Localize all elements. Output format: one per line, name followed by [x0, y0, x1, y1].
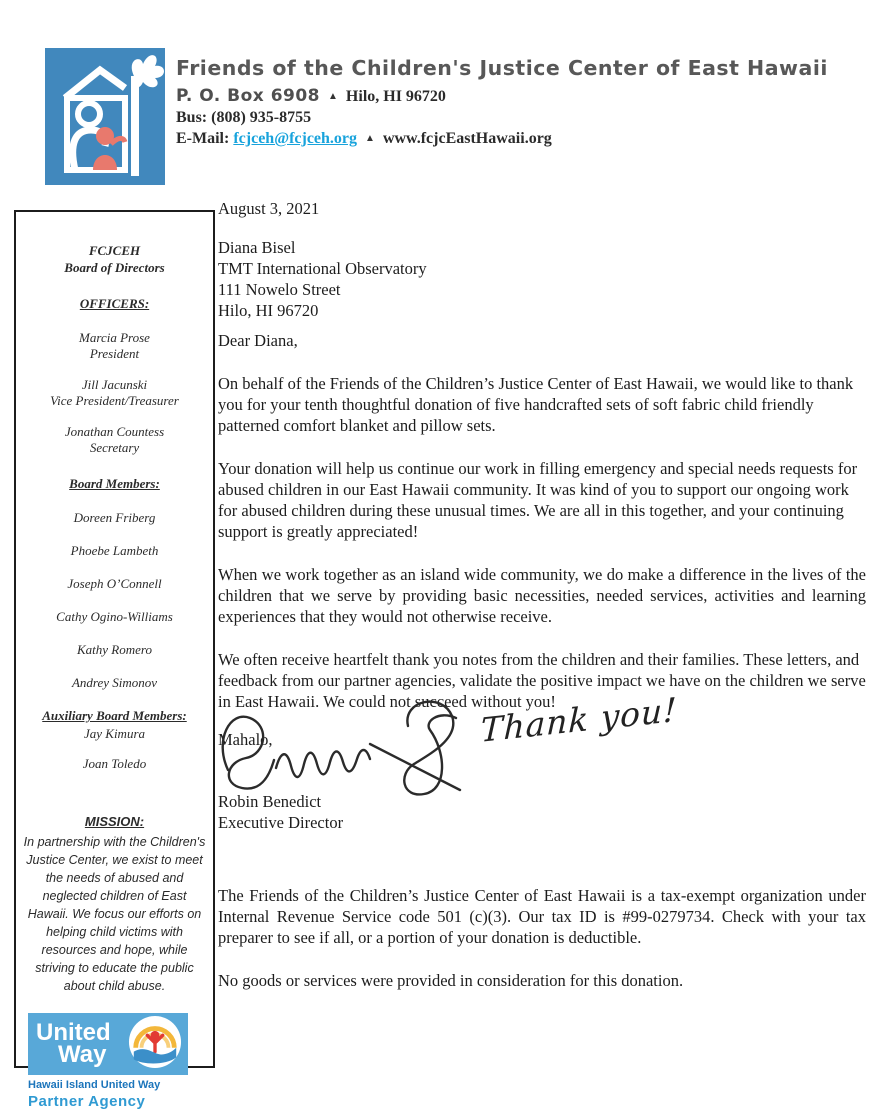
letter-date: August 3, 2021	[218, 199, 320, 218]
officer-item	[16, 424, 213, 456]
board-member: Andrey Simonov	[71, 675, 158, 690]
united-way-wordmark	[36, 1019, 111, 1068]
no-goods-statement: No goods or services were provided in consideration for this donation.	[218, 971, 684, 990]
officer-item	[16, 377, 213, 409]
officer-title: President	[89, 346, 140, 361]
auxiliary-member: Jay Kimura	[83, 726, 146, 741]
sidebar-title	[16, 242, 213, 276]
paragraph: When we work together as an island wide community, we do make a difference in the lives of the children that we serve by providing basic necessities, needed services, activities and learning experiences that they would not otherwise receive.	[218, 565, 866, 626]
recipient-city: Hilo, HI 96720	[218, 301, 319, 320]
officer-title: Secretary	[89, 440, 140, 455]
tax-notice: The Friends of the Children’s Justice Center of East Hawaii is a tax-exempt organization under Internal Revenue Service code 501 (c)(3). Our tax ID is #99-0279734. Check with your tax preparer to see if all, or a portion of your donation is deductible.	[218, 886, 866, 947]
paragraph: Your donation will help us continue our work in filling emergency and special needs requests for abused children in our East Hawaii community. It was kind of you to support our ongoing work for abused children during these unusual times. We are all in this together, and your continuing support is greatly appreciated!	[218, 459, 858, 541]
recipient-street: 111 Nowelo Street	[218, 280, 341, 299]
recipient-name: Diana Bisel	[218, 238, 296, 257]
letter-body	[218, 198, 866, 991]
email-link[interactable]: fcjceh@fcjceh.org	[233, 130, 358, 147]
united-way-sun-icon	[128, 1015, 182, 1073]
auxiliary-heading: Auxiliary Board Members:	[42, 708, 187, 723]
recipient-block	[218, 237, 866, 321]
officers-heading: OFFICERS:	[79, 296, 150, 311]
city-state-zip: Hilo, HI 96720	[345, 88, 446, 105]
fcjceh-logo-icon	[45, 48, 165, 185]
auxiliary-member: Joan Toledo	[82, 756, 147, 771]
address-line	[176, 86, 866, 106]
mission-heading: MISSION:	[84, 814, 145, 829]
triangle-icon: ▲	[328, 91, 338, 102]
letterhead	[176, 56, 866, 148]
triangle-icon: ▲	[365, 133, 375, 144]
officer-item	[16, 330, 213, 362]
sidebar-title-sub: Board of Directors	[64, 260, 165, 275]
board-member: Phoebe Lambeth	[70, 543, 159, 558]
recipient-org: TMT International Observatory	[218, 259, 427, 278]
united-way-affiliate: Hawaii Island United Way	[28, 1079, 161, 1091]
board-sidebar	[14, 210, 215, 1110]
board-members-heading: Board Members:	[69, 476, 160, 491]
board-member: Kathy Romero	[77, 642, 152, 657]
united-way-word2: Way	[58, 1041, 107, 1068]
officer-name: Jill Jacunski	[81, 377, 148, 392]
paragraph: On behalf of the Friends of the Children’s Justice Center of East Hawaii, we would like to thank you for your tenth thoughtful donation of five handcrafted sets of soft fabric child friendly patterned comfort blanket and pillow sets.	[218, 374, 854, 435]
handwritten-thank-you: Thank you!	[480, 689, 679, 750]
united-way-logo	[28, 1013, 213, 1110]
website-text: www.fcjcEastHawaii.org	[382, 130, 552, 147]
email-line	[176, 130, 866, 148]
united-way-word1: United	[36, 1019, 111, 1046]
phone-line: Bus: (808) 935-8755	[176, 109, 312, 126]
board-member: Doreen Friberg	[73, 510, 156, 525]
officer-name: Jonathan Countess	[64, 424, 165, 439]
org-name: Friends of the Children's Justice Center of East Hawaii	[176, 56, 828, 80]
signer-block	[218, 791, 866, 833]
board-member: Cathy Ogino-Williams	[56, 609, 173, 624]
officer-name: Marcia Prose	[79, 330, 150, 345]
signer-name: Robin Benedict	[218, 792, 322, 811]
closing: Mahalo,	[218, 730, 273, 749]
board-member: Joseph O’Connell	[67, 576, 162, 591]
salutation: Dear Diana,	[218, 331, 298, 350]
officer-title: Vice President/Treasurer	[50, 393, 179, 408]
paragraph: We often receive heartfelt thank you notes from the children and their families. These letters, and feedback from our partner agencies, validate the positive impact we have on the children we serve in East Hawaii. We could not succeed without you!	[218, 650, 866, 711]
po-box: P. O. Box 6908	[176, 86, 321, 106]
signer-title: Executive Director	[218, 813, 344, 832]
sidebar-title-acronym: FCJCEH	[88, 243, 141, 258]
united-way-partner: Partner Agency	[28, 1093, 146, 1110]
mission-text: In partnership with the Children's Justice Center, we exist to meet the needs of abused and neglected children of East Hawaii. We focus our efforts on helping child victims with resources and hope, while striving to educate the public about child abuse.	[23, 835, 206, 993]
united-way-box	[28, 1013, 188, 1075]
email-label: E-Mail:	[176, 130, 230, 147]
